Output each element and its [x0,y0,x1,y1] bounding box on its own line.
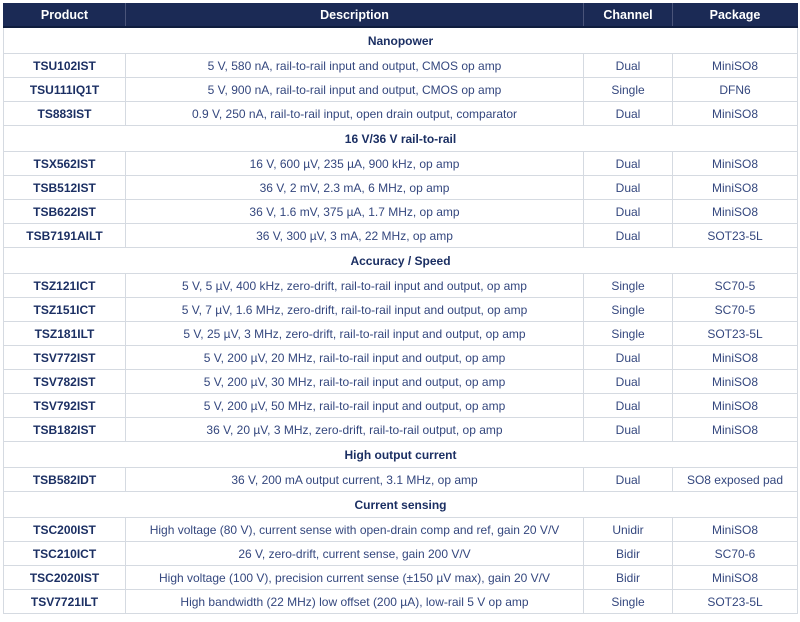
col-header-package: Package [673,4,798,28]
product-cell: TSX562IST [4,152,126,176]
product-cell: TSC2020IST [4,566,126,590]
table-row [4,176,798,200]
description-cell: High voltage (100 V), precision current sense (±150 µV max), gain 20 V/V [126,566,584,590]
package-cell: MiniSO8 [673,152,798,176]
description-cell: 36 V, 300 µV, 3 mA, 22 MHz, op amp [126,224,584,248]
description-cell: High voltage (80 V), current sense with open-drain comp and ref, gain 20 V/V [126,518,584,542]
table-row [4,394,798,418]
col-header-channel: Channel [584,4,673,28]
table-row [4,200,798,224]
product-cell: TSB182IST [4,418,126,442]
table-body [4,27,798,614]
channel-cell: Bidir [584,566,673,590]
package-cell: SOT23-5L [673,590,798,614]
package-cell: SC70-5 [673,274,798,298]
description-cell: 0.9 V, 250 nA, rail-to-rail input, open drain output, comparator [126,102,584,126]
channel-cell: Dual [584,200,673,224]
section-title: Current sensing [4,492,798,518]
product-cell: TSB582IDT [4,468,126,492]
table-row [4,518,798,542]
package-cell: MiniSO8 [673,518,798,542]
section-title: Nanopower [4,27,798,54]
section-title: 16 V/36 V rail-to-rail [4,126,798,152]
table-row [4,566,798,590]
header-row [4,4,798,28]
channel-cell: Single [584,322,673,346]
channel-cell: Unidir [584,518,673,542]
description-cell: 5 V, 25 µV, 3 MHz, zero-drift, rail-to-rail input and output, op amp [126,322,584,346]
package-cell: MiniSO8 [673,370,798,394]
product-cell: TSU102IST [4,54,126,78]
product-table [3,3,798,614]
package-cell: MiniSO8 [673,346,798,370]
table-row [4,418,798,442]
package-cell: MiniSO8 [673,566,798,590]
table-row [4,274,798,298]
product-cell: TSV772IST [4,346,126,370]
section-title: Accuracy / Speed [4,248,798,274]
table-row [4,322,798,346]
section-title: High output current [4,442,798,468]
table-row [4,298,798,322]
table-row [4,54,798,78]
package-cell: MiniSO8 [673,394,798,418]
package-cell: MiniSO8 [673,102,798,126]
channel-cell: Dual [584,468,673,492]
description-cell: 5 V, 5 µV, 400 kHz, zero-drift, rail-to-rail input and output, op amp [126,274,584,298]
col-header-product: Product [4,4,126,28]
package-cell: MiniSO8 [673,176,798,200]
package-cell: MiniSO8 [673,54,798,78]
col-header-description: Description [126,4,584,28]
package-cell: SOT23-5L [673,224,798,248]
channel-cell: Dual [584,224,673,248]
section-row [4,442,798,468]
description-cell: High bandwidth (22 MHz) low offset (200 µA), low-rail 5 V op amp [126,590,584,614]
package-cell: SC70-6 [673,542,798,566]
description-cell: 5 V, 200 µV, 50 MHz, rail-to-rail input and output, op amp [126,394,584,418]
description-cell: 26 V, zero-drift, current sense, gain 200 V/V [126,542,584,566]
product-cell: TSU111IQ1T [4,78,126,102]
package-cell: MiniSO8 [673,418,798,442]
channel-cell: Dual [584,102,673,126]
channel-cell: Bidir [584,542,673,566]
description-cell: 5 V, 580 nA, rail-to-rail input and output, CMOS op amp [126,54,584,78]
table-row [4,542,798,566]
package-cell: SC70-5 [673,298,798,322]
description-cell: 5 V, 900 nA, rail-to-rail input and output, CMOS op amp [126,78,584,102]
table-row [4,370,798,394]
description-cell: 36 V, 2 mV, 2.3 mA, 6 MHz, op amp [126,176,584,200]
description-cell: 36 V, 200 mA output current, 3.1 MHz, op amp [126,468,584,492]
product-cell: TSV792IST [4,394,126,418]
section-row [4,126,798,152]
product-cell: TSB622IST [4,200,126,224]
table-row [4,102,798,126]
channel-cell: Single [584,590,673,614]
table-row [4,78,798,102]
channel-cell: Dual [584,418,673,442]
product-cell: TSB7191AILT [4,224,126,248]
section-row [4,492,798,518]
product-cell: TSV782IST [4,370,126,394]
table-row [4,346,798,370]
channel-cell: Dual [584,152,673,176]
channel-cell: Single [584,78,673,102]
table-row [4,590,798,614]
description-cell: 5 V, 200 µV, 30 MHz, rail-to-rail input and output, op amp [126,370,584,394]
table-row [4,152,798,176]
description-cell: 16 V, 600 µV, 235 µA, 900 kHz, op amp [126,152,584,176]
product-cell: TSB512IST [4,176,126,200]
package-cell: SO8 exposed pad [673,468,798,492]
section-row [4,27,798,54]
table-row [4,224,798,248]
channel-cell: Dual [584,370,673,394]
product-cell: TSZ151ICT [4,298,126,322]
description-cell: 36 V, 20 µV, 3 MHz, zero-drift, rail-to-rail output, op amp [126,418,584,442]
product-cell: TSC200IST [4,518,126,542]
section-row [4,248,798,274]
channel-cell: Dual [584,394,673,418]
table-row [4,468,798,492]
product-cell: TS883IST [4,102,126,126]
channel-cell: Single [584,274,673,298]
product-cell: TSC210ICT [4,542,126,566]
product-cell: TSZ121ICT [4,274,126,298]
package-cell: MiniSO8 [673,200,798,224]
channel-cell: Single [584,298,673,322]
description-cell: 36 V, 1.6 mV, 375 µA, 1.7 MHz, op amp [126,200,584,224]
channel-cell: Dual [584,176,673,200]
product-cell: TSV7721ILT [4,590,126,614]
package-cell: DFN6 [673,78,798,102]
description-cell: 5 V, 200 µV, 20 MHz, rail-to-rail input and output, op amp [126,346,584,370]
product-cell: TSZ181ILT [4,322,126,346]
channel-cell: Dual [584,346,673,370]
package-cell: SOT23-5L [673,322,798,346]
description-cell: 5 V, 7 µV, 1.6 MHz, zero-drift, rail-to-rail input and output, op amp [126,298,584,322]
channel-cell: Dual [584,54,673,78]
